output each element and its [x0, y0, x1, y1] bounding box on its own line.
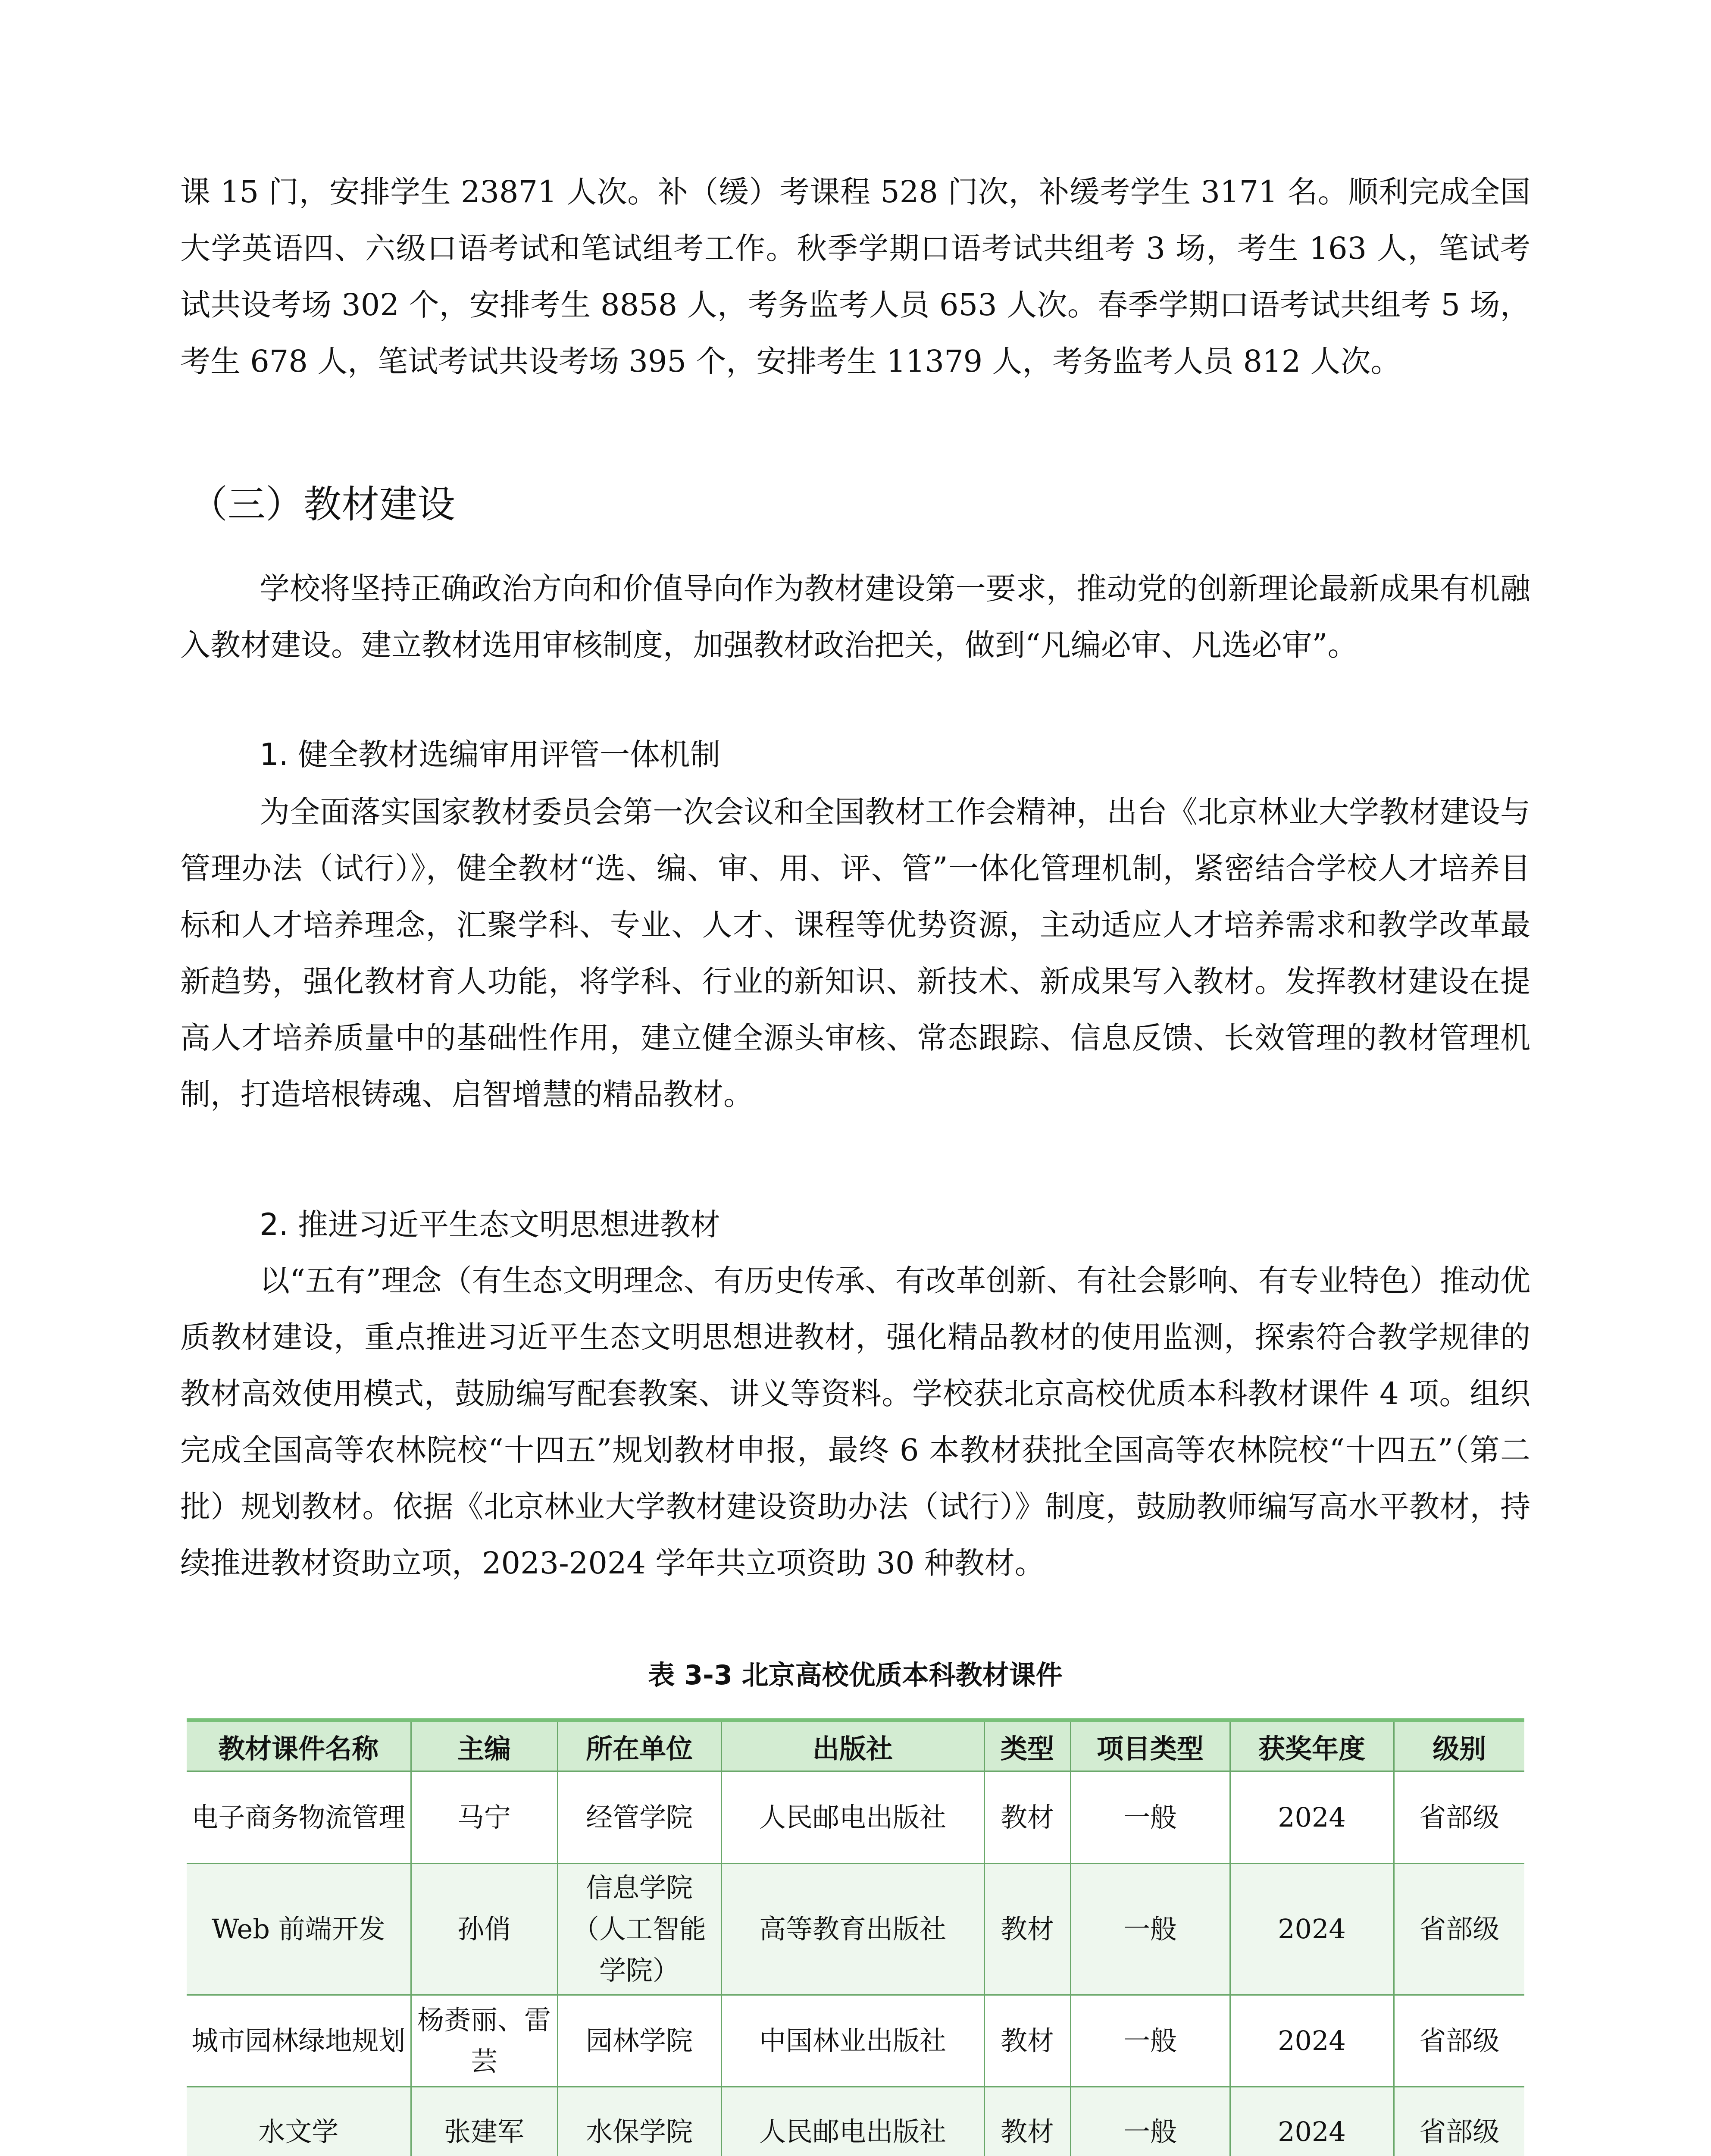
- column-header: 主编: [411, 1720, 557, 1772]
- table-cell: 园林学院: [557, 1995, 721, 2087]
- table-cell: 2024: [1230, 1995, 1394, 2087]
- table-cell: 教材: [984, 1771, 1070, 1864]
- column-header: 项目类型: [1070, 1720, 1230, 1772]
- table-cell: 城市园林绿地规划: [187, 1995, 411, 2087]
- table-cell: 电子商务物流管理: [187, 1771, 411, 1864]
- subheading-1: 1. 健全教材选编审用评管一体机制: [260, 737, 721, 772]
- table-cell: 孙俏: [411, 1864, 557, 1995]
- table-cell: 马宁: [411, 1771, 557, 1864]
- table-cell: 2024: [1230, 1771, 1394, 1864]
- table-cell: 水文学: [187, 2087, 411, 2156]
- table-cell: Web 前端开发: [187, 1864, 411, 1995]
- table-cell: 2024: [1230, 2087, 1394, 2156]
- table-cell: 高等教育出版社: [721, 1864, 984, 1995]
- table-cell: 杨赉丽、雷芸: [411, 1995, 557, 2087]
- table-cell: 人民邮电出版社: [721, 1771, 984, 1864]
- exam-summary-paragraph: 课 15 门，安排学生 23871 人次。补（缓）考课程 528 门次，补缓考学生 3171 名。顺利完成全国大学英语四、六级口语考试和笔试组考工作。秋季学期口语考试共组考 3 场，考生 163 人，笔试考试共设考场 302 个，安排考生 8858 人，考务监考人员 653 人次。春季学期口语考试共组考 5 场，考生 678 人，笔试考试共设考场 395 个，安排考生 11379 人，考务监考人员 812 人次。: [180, 174, 1530, 379]
- subsection-2-paragraph: 以“五有”理念（有生态文明理念、有历史传承、有改革创新、有社会影响、有专业特色）推动优质教材建设，重点推进习近平生态文明思想进教材，强化精品教材的使用监测，探索符合教学规律的教材高效使用模式，鼓励编写配套教案、讲义等资料。学校获北京高校优质本科教材课件 4 项。组织完成全国高等农林院校“十四五”规划教材申报，最终 6 本教材获批全国高等农林院校“十四五”（第二批）规划教材。依据《北京林业大学教材建设资助办法（试行）》制度，鼓励教师编写高水平教材，持续推进教材资助立项，2023-2024 学年共立项资助 30 种教材。: [180, 1263, 1530, 1581]
- table-cell: 省部级: [1394, 1771, 1524, 1864]
- column-header: 获奖年度: [1230, 1720, 1394, 1772]
- table-cell: 一般: [1070, 1864, 1230, 1995]
- subsection-1-paragraph: 为全面落实国家教材委员会第一次会议和全国教材工作会精神，出台《北京林业大学教材建设与管理办法（试行）》，健全教材“选、编、审、用、评、管”一体化管理机制，紧密结合学校人才培养目标和人才培养理念，汇聚学科、专业、人才、课程等优势资源，主动适应人才培养需求和教学改革最新趋势，强化教材育人功能，将学科、行业的新知识、新技术、新成果写入教材。发挥教材建设在提高人才培养质量中的基础性作用，建立健全源头审核、常态跟踪、信息反馈、长效管理的教材管理机制，打造培根铸魂、启智增慧的精品教材。: [180, 794, 1530, 1112]
- table-caption: 表 3-3 北京高校优质本科教材课件: [648, 1659, 1063, 1691]
- table-cell: 张建军: [411, 2087, 557, 2156]
- column-header: 类型: [984, 1720, 1070, 1772]
- table-header-row: [187, 1720, 1524, 1772]
- table-cell: 信息学院（人工智能学院）: [557, 1864, 721, 1995]
- section-intro-paragraph: 学校将坚持正确政治方向和价值导向作为教材建设第一要求，推动党的创新理论最新成果有机融入教材建设。建立教材选用审核制度，加强教材政治把关，做到“凡编必审、凡选必审”。: [180, 571, 1530, 663]
- table-cell: 人民邮电出版社: [721, 2087, 984, 2156]
- column-header: 所在单位: [557, 1720, 721, 1772]
- column-header: 教材课件名称: [187, 1720, 411, 1772]
- table-cell: 一般: [1070, 2087, 1230, 2156]
- table-row: [187, 1771, 1524, 1864]
- table-cell: 教材: [984, 1864, 1070, 1995]
- table-cell: 教材: [984, 1995, 1070, 2087]
- section-title: （三）教材建设: [190, 482, 456, 526]
- subheading-2: 2. 推进习近平生态文明思想进教材: [260, 1207, 721, 1242]
- table-cell: 省部级: [1394, 2087, 1524, 2156]
- textbook-awards-table: [187, 1718, 1524, 2156]
- column-header: 级别: [1394, 1720, 1524, 1772]
- table-row: [187, 2087, 1524, 2156]
- table-row: [187, 1995, 1524, 2087]
- table-cell: 水保学院: [557, 2087, 721, 2156]
- table-cell: 2024: [1230, 1864, 1394, 1995]
- table-cell: 教材: [984, 2087, 1070, 2156]
- table-cell: 省部级: [1394, 1864, 1524, 1995]
- table-cell: 省部级: [1394, 1995, 1524, 2087]
- table-cell: 一般: [1070, 1771, 1230, 1864]
- column-header: 出版社: [721, 1720, 984, 1772]
- table-cell: 中国林业出版社: [721, 1995, 984, 2087]
- table-cell: 经管学院: [557, 1771, 721, 1864]
- table-row: [187, 1864, 1524, 1995]
- table-cell: 一般: [1070, 1995, 1230, 2087]
